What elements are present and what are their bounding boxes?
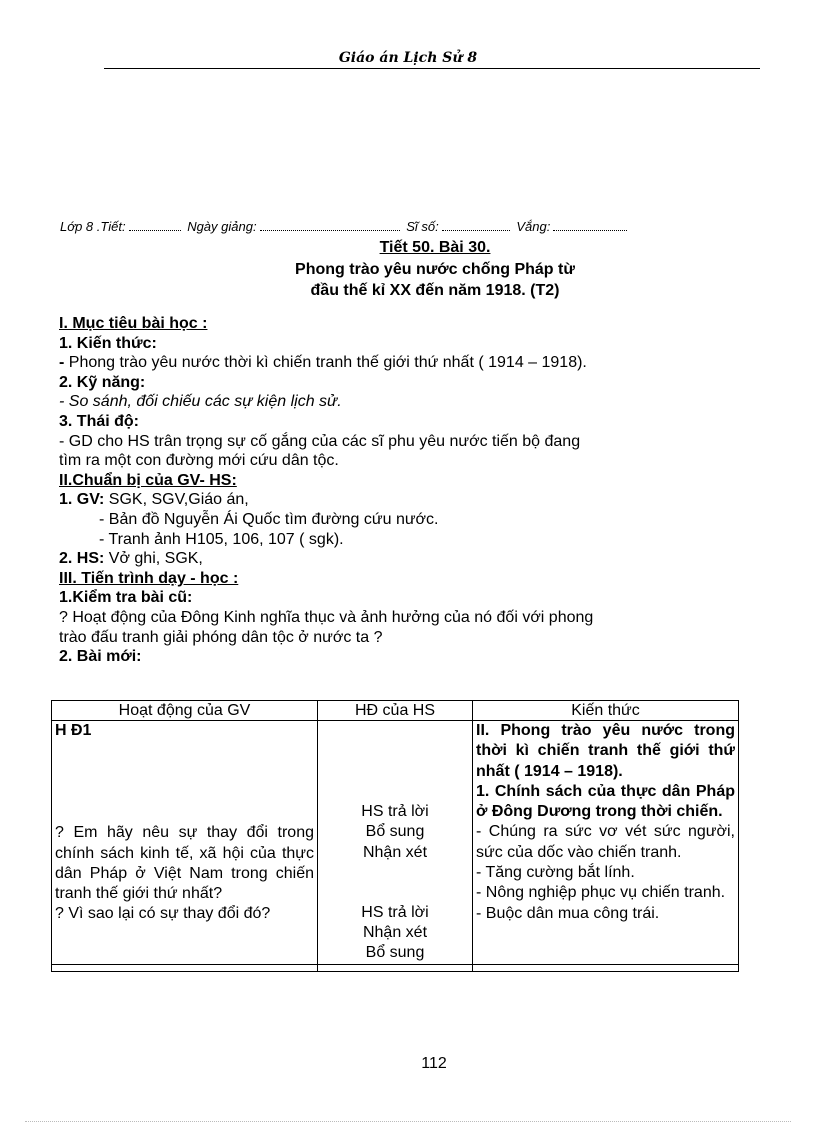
knowledge-cell: [473, 721, 739, 965]
lesson-number: Tiết 50. Bài 30.: [379, 239, 491, 256]
spacer: [476, 924, 735, 932]
empty-cell: [473, 964, 739, 971]
table-row: [52, 964, 739, 971]
absent-blank: [553, 229, 627, 231]
gv-item-pictures: - Tranh ảnh H105, 106, 107 ( sgk).: [99, 530, 344, 548]
gv-item-map: - Bản đồ Nguyễn Ái Quốc tìm đường cứu nước.: [99, 510, 439, 528]
knowledge-section-title: II. Phong trào yêu nước trong thời kì chiến tranh thế giới thứ nhất ( 1914 – 1918).: [476, 722, 735, 780]
spacer: [321, 863, 469, 903]
attendance-blank: [442, 229, 510, 231]
gv-question-1: ? Em hãy nêu sự thay đổi trong chính sách kinh tế, xã hội của thực dân Pháp ở Việt Nam trong chiến tranh thế giới thứ nhất?: [55, 824, 314, 903]
gv-label: 1. GV:: [59, 491, 105, 509]
empty-cell: [52, 964, 318, 971]
lesson-title-line2: đầu thế kỉ XX đến năm 1918. (T2): [310, 282, 560, 299]
absent-label: Vắng:: [516, 219, 551, 234]
knowledge-point: - Buộc dân mua công trái.: [476, 904, 660, 922]
activity-label: H Đ1: [55, 722, 92, 739]
period-blank: [129, 229, 181, 231]
objectives-heading: I. Mục tiêu bài học :: [59, 315, 208, 332]
attitude-line1: - GD cho HS trân trọng sự cố gắng của các sĩ phu yêu nước tiến bộ đang: [59, 432, 581, 450]
attitude-heading: 3. Thái độ:: [59, 412, 139, 430]
preparation-heading: II.Chuẩn bị của GV- HS:: [59, 471, 237, 489]
hs-response: HS trả lời: [361, 903, 429, 921]
header-gv-activity: Hoạt động của GV: [52, 701, 318, 721]
table-row: [52, 721, 739, 965]
knowledge-text: [59, 353, 739, 373]
gv-text: SGK, SGV,Giáo án,: [104, 491, 249, 509]
class-period-label: Lớp 8 .Tiết:: [60, 219, 126, 234]
check-question-line2: trào đấu tranh giải phóng dân tộc ở nước ta ?: [59, 628, 383, 646]
knowledge-heading: 1. Kiến thức:: [59, 334, 157, 352]
lesson-title-line1: Phong trào yêu nước chống Pháp từ: [295, 261, 575, 278]
lesson-body: [59, 314, 739, 667]
spacer: [321, 721, 469, 802]
check-question-line1: ? Hoạt động của Đông Kinh nghĩa thục và ảnh hưởng của nó đối với phong: [59, 608, 594, 626]
document-header-title: Giáo án Lịch Sử 8: [338, 50, 478, 66]
knowledge-subsection-title: 1. Chính sách của thực dân Pháp ở Đông Dương trong thời chiến.: [476, 782, 735, 821]
skill-text: - So sánh, đối chiếu các sự kiện lịch sử.: [59, 393, 342, 411]
gv-question-2: ? Vì sao lại có sự thay đổi đó?: [55, 905, 271, 923]
teaching-date-label: Ngày giảng:: [187, 219, 257, 234]
hs-text: Vở ghi, SGK,: [104, 550, 203, 568]
spacer: [55, 741, 314, 823]
header-rule: [104, 68, 760, 69]
attitude-line2: tìm ra một con đường mới cứu dân tộc.: [59, 452, 339, 470]
header-knowledge: Kiến thức: [473, 701, 739, 721]
lesson-activity-table: [51, 700, 739, 972]
knowledge-point: - Chúng ra sức vơ vét sức người, sức của dốc vào chiến tranh.: [476, 823, 735, 861]
gv-activity-cell: [52, 721, 318, 965]
page-bottom-rule: [25, 1121, 791, 1122]
hs-activity-cell: [318, 721, 473, 965]
hs-line: [59, 549, 739, 569]
hs-response: Nhận xét: [362, 843, 428, 861]
hs-response: HS trả lời: [361, 803, 429, 820]
knowledge-point: - Tăng cường bắt lính.: [476, 864, 635, 882]
hs-label: 2. HS:: [59, 550, 105, 568]
table-header-row: [52, 701, 739, 721]
check-heading: 1.Kiểm tra bài cũ:: [59, 589, 193, 607]
hs-response: Bổ sung: [365, 823, 425, 841]
process-heading: III. Tiến trình dạy - học :: [59, 569, 239, 587]
knowledge-dash: -: [59, 354, 65, 372]
date-blank: [260, 229, 400, 231]
skill-heading: 2. Kỹ năng:: [59, 373, 146, 391]
knowledge-point: - Nông nghiệp phục vụ chiến tranh.: [476, 884, 726, 902]
hs-response: Bổ sung: [365, 944, 425, 962]
empty-cell: [318, 964, 473, 971]
hs-response: Nhận xét: [362, 924, 428, 942]
new-lesson-heading: 2. Bài mới:: [59, 648, 142, 666]
lesson-meta-line: [60, 219, 630, 234]
attendance-label: Sĩ số:: [406, 219, 439, 234]
header-hs-activity: HĐ của HS: [318, 701, 473, 721]
knowledge-content: Phong trào yêu nước thời kì chiến tranh thế giới thứ nhất ( 1914 – 1918).: [64, 354, 587, 372]
gv-line: [59, 490, 739, 510]
page-number: 112: [421, 1055, 447, 1072]
